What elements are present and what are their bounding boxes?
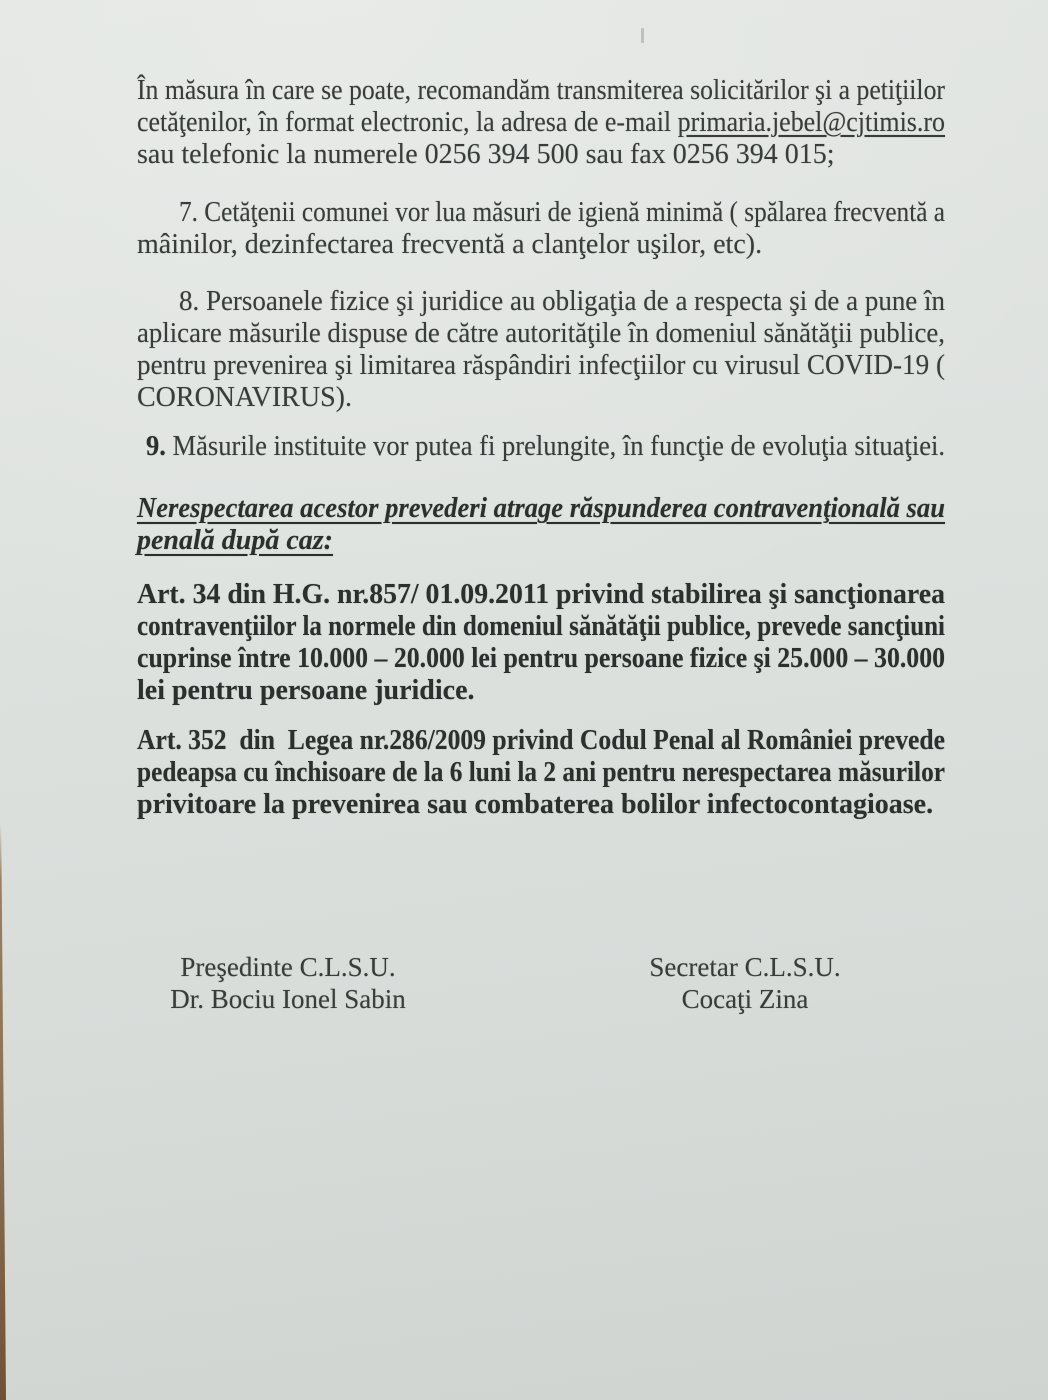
item-9-number: 9. bbox=[146, 431, 166, 462]
text-line: În măsura în care se poate, recomandăm transmiterea solicitărilor şi a petiţiilor bbox=[137, 75, 945, 106]
text-line bbox=[137, 107, 1017, 139]
item-9-paragraph bbox=[137, 431, 1017, 463]
text-line: 8. Persoanele fizice şi juridice au obligaţia de a respecta şi de a pune în bbox=[179, 286, 945, 317]
secretary-title: Secretar C.L.S.U. bbox=[649, 952, 841, 982]
text-line: Art. 34 din H.G. nr.857/ 01.09.2011 privind stabilirea şi sancţionarea bbox=[137, 579, 945, 610]
intro-paragraph bbox=[137, 75, 1017, 171]
text-line: penală după caz: bbox=[137, 525, 333, 556]
president-name: Dr. Bociu Ionel Sabin bbox=[170, 984, 406, 1014]
text-line: pentru prevenirea şi limitarea răspândiri infecţiilor cu virusul COVID-19 ( bbox=[137, 350, 945, 381]
secretary-name: Cocaţi Zina bbox=[681, 984, 809, 1014]
text-line: aplicare măsurile dispuse de către autorităţile în domeniul sănătăţii publice, bbox=[137, 318, 945, 349]
text-line: 7. Cetăţenii comunei vor lua măsuri de igienă minimă ( spălarea frecventă a bbox=[179, 197, 945, 228]
text-line: privitoare la prevenirea sau combaterea bolilor infectocontagioase. bbox=[137, 789, 934, 820]
text-line: Nerespectarea acestor prevederi atrage răspunderea contravenţională sau bbox=[137, 493, 945, 524]
text-line: CORONAVIRUS). bbox=[137, 382, 352, 413]
signature-block-president bbox=[158, 951, 418, 1015]
article-34-paragraph bbox=[137, 579, 1017, 707]
item-8-paragraph bbox=[137, 286, 1017, 414]
item-9-text: Măsurile instituite vor putea fi prelungite, în funcţie de evoluţia situaţiei. bbox=[165, 431, 945, 462]
photo-desk-edge bbox=[0, 822, 6, 1400]
email-address: primaria.jebel@cjtimis.ro bbox=[677, 107, 945, 138]
item-7-paragraph bbox=[137, 197, 1017, 261]
text-line bbox=[137, 431, 1017, 463]
text-line: mâinilor, dezinfectarea frecventă a clanţelor uşilor, etc). bbox=[137, 229, 763, 260]
text-line: Art. 352 din Legea nr.286/2009 privind Codul Penal al României prevede bbox=[137, 725, 945, 756]
text-line: pedeapsa cu închisoare de la 6 luni la 2 ani pentru nerespectarea măsurilor bbox=[137, 757, 945, 788]
text-line: contravenţiilor la normele din domeniul sănătăţii publice, prevede sancţiuni bbox=[137, 611, 945, 642]
signature-block-secretary bbox=[628, 951, 862, 1015]
text-line: cuprinse între 10.000 – 20.000 lei pentru persoane fizice şi 25.000 – 30.000 bbox=[137, 643, 945, 674]
text-line: sau telefonic la numerele 0256 394 500 sau fax 0256 394 015; bbox=[137, 139, 835, 170]
president-title: Preşedinte C.L.S.U. bbox=[180, 952, 396, 982]
warning-statement bbox=[137, 493, 1017, 557]
text-line: lei pentru persoane juridice. bbox=[137, 675, 475, 706]
article-352-paragraph bbox=[137, 725, 1017, 821]
email-line-prefix: cetăţenilor, în format electronic, la adresa de e-mail bbox=[137, 107, 678, 138]
scan-artifact-mark bbox=[641, 28, 644, 43]
